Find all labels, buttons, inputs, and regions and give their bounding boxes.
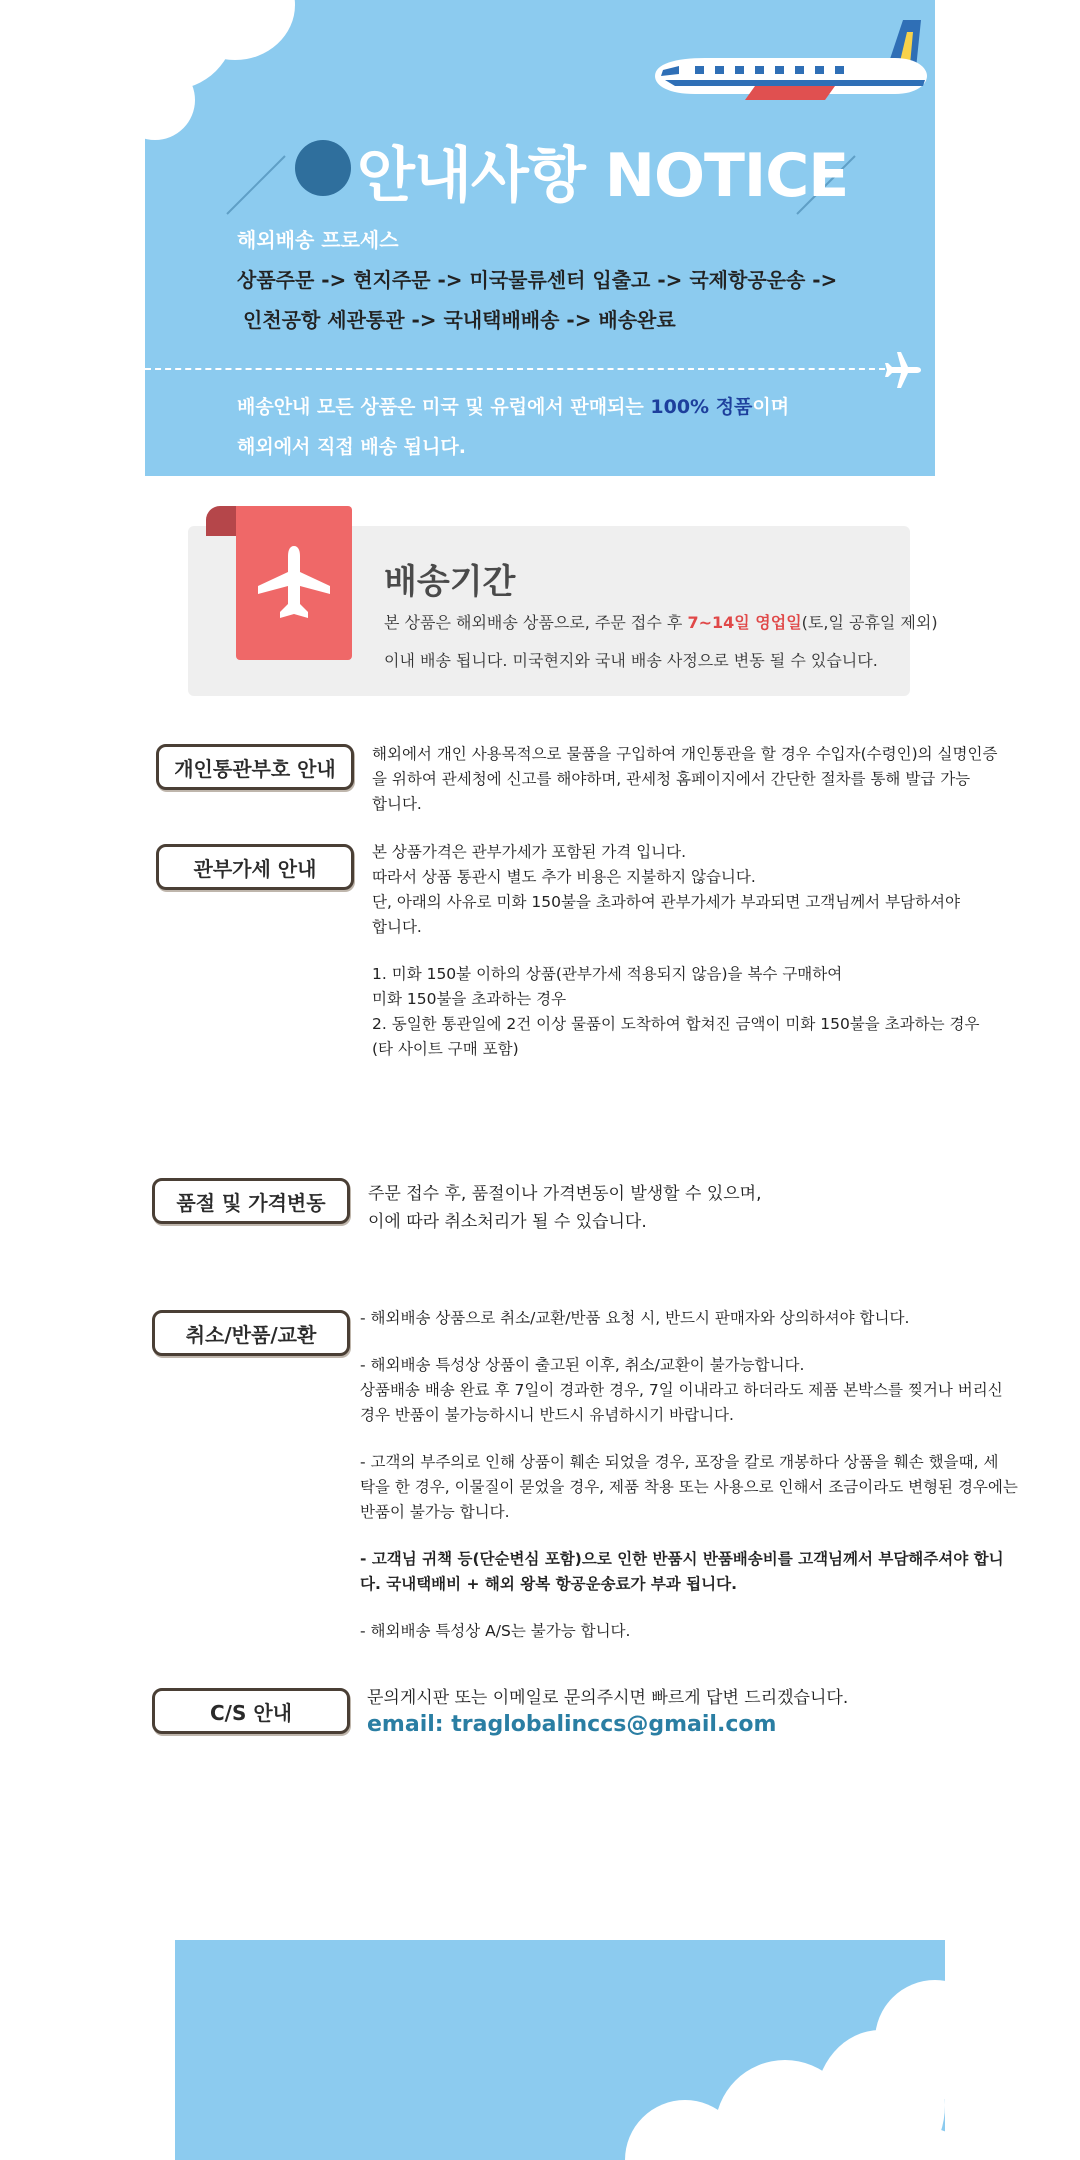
delivery-period-line-2: 이내 배송 됩니다. 미국현지와 국내 배송 사정으로 변동 될 수 있습니다.: [384, 651, 878, 670]
text-line: 탁을 한 경우, 이물질이 묻었을 경우, 제품 착용 또는 사용으로 인해서 조금이라도 변형된 경우에는: [360, 1478, 1018, 1496]
soldout-text: [368, 1180, 762, 1236]
customs-id-text: [372, 742, 997, 817]
cancel-label: 취소/반품/교환: [152, 1310, 350, 1356]
delivery-tab: [236, 506, 352, 660]
cancel-text: [360, 1306, 1018, 1644]
text-line: 주문 접수 후, 품절이나 가격변동이 발생할 수 있으며,: [368, 1184, 762, 1204]
text-line: 반품이 불가능 합니다.: [360, 1503, 510, 1521]
notice-banner: [145, 0, 935, 476]
shipping-line-1-suffix: 이며: [752, 396, 790, 418]
text-line: 해외에서 개인 사용목적으로 물품을 구입하여 개인통관을 할 경우 수입자(수령인)의 실명인증: [372, 745, 998, 763]
title-dot: [295, 140, 351, 196]
shipping-line-1-prefix: 배송안내 모든 상품은 미국 및 유럽에서 판매되는: [237, 396, 651, 418]
cs-text: 문의게시판 또는 이메일로 문의주시면 빠르게 답변 드리겠습니다.: [367, 1688, 849, 1708]
vat-cases: [372, 962, 979, 1062]
tab-fold: [206, 506, 240, 536]
text-line: 이에 따라 취소처리가 될 수 있습니다.: [368, 1212, 647, 1232]
cs-label: C/S 안내: [152, 1688, 350, 1734]
plane-icon: [254, 542, 334, 622]
text-line: - 고객의 부주의로 인해 상품이 훼손 되었을 경우, 포장을 칼로 개봉하다 상품을 훼손 했을때, 세: [360, 1453, 999, 1471]
delivery-period-line-1: [384, 610, 938, 633]
bottom-banner: [175, 1940, 945, 2160]
cs-email[interactable]: email: traglobalinccs@gmail.com: [367, 1712, 777, 1737]
text-line: 따라서 상품 통관시 별도 추가 비용은 지불하지 않습니다.: [372, 868, 756, 886]
delivery-period-title: 배송기간: [384, 562, 516, 602]
process-label: 해외배송 프로세스: [237, 228, 399, 252]
shipping-line-2: 해외에서 직접 배송 됩니다.: [237, 436, 466, 458]
text-line: 합니다.: [372, 918, 422, 936]
text-line: 경우 반품이 불가능하시니 반드시 유념하시기 바랍니다.: [360, 1406, 734, 1424]
genuine-highlight: 100% 정품: [650, 396, 753, 418]
process-line-2: 인천공항 세관통관 -> 국내택배배송 -> 배송완료: [243, 308, 676, 332]
process-line-1: 상품주문 -> 현지주문 -> 미국물류센터 입출고 -> 국제항공운송 ->: [237, 268, 838, 292]
text-line: - 해외배송 특성상 상품이 출고된 이후, 취소/교환이 불가능합니다.: [360, 1356, 805, 1374]
text-line: 1. 미화 150불 이하의 상품(관부가세 적용되지 않음)을 복수 구매하여: [372, 965, 843, 983]
vat-text: [372, 840, 960, 940]
decor-slash: [226, 155, 285, 214]
delivery-line-1-prefix: 본 상품은 해외배송 상품으로, 주문 접수 후: [384, 613, 688, 632]
text-line: - 해외배송 상품으로 취소/교환/반품 요청 시, 반드시 판매자와 상의하셔야 합니다.: [360, 1309, 910, 1327]
customs-id-label: 개인통관부호 안내: [156, 744, 354, 790]
text-line: 2. 동일한 통관일에 2건 이상 물품이 도착하여 합쳐진 금액이 미화 150불을 초과하는 경우: [372, 1015, 980, 1033]
text-line: 본 상품가격은 관부가세가 포함된 가격 입니다.: [372, 843, 687, 861]
text-line: 다. 국내택배비 + 해외 왕복 항공운송료가 부과 됩니다.: [360, 1575, 737, 1593]
delivery-days-highlight: 7~14일 영업일: [687, 613, 802, 632]
soldout-label: 품절 및 가격변동: [152, 1178, 350, 1224]
text-line: - 해외배송 특성상 A/S는 불가능 합니다.: [360, 1622, 631, 1640]
vat-label: 관부가세 안내: [156, 844, 354, 890]
text-line: 미화 150불을 초과하는 경우: [372, 990, 567, 1008]
shipping-line-1: [237, 392, 789, 419]
text-line: 단, 아래의 사유로 미화 150불을 초과하여 관부가세가 부과되면 고객님께서 부담하셔야: [372, 893, 960, 911]
text-line: 을 위하여 관세청에 신고를 해야하며, 관세청 홈페이지에서 간단한 절차를 통해 발급 가능: [372, 770, 971, 788]
notice-title: 안내사항 NOTICE: [357, 141, 849, 211]
text-line: - 고객님 귀책 등(단순변심 포함)으로 인한 반품시 반품배송비를 고객님께서 부담해주셔야 합니: [360, 1550, 1004, 1568]
delivery-line-1-suffix: (토,일 공휴일 제외): [801, 613, 938, 632]
plane-icon: [883, 350, 923, 390]
text-line: 합니다.: [372, 795, 422, 813]
text-line: (타 사이트 구매 포함): [372, 1040, 519, 1058]
dashed-divider: [145, 368, 885, 370]
passenger-plane-icon: [635, 14, 935, 114]
text-line: 상품배송 배송 완료 후 7일이 경과한 경우, 7일 이내라고 하더라도 제품 본박스를 찢거나 버리신: [360, 1381, 1003, 1399]
